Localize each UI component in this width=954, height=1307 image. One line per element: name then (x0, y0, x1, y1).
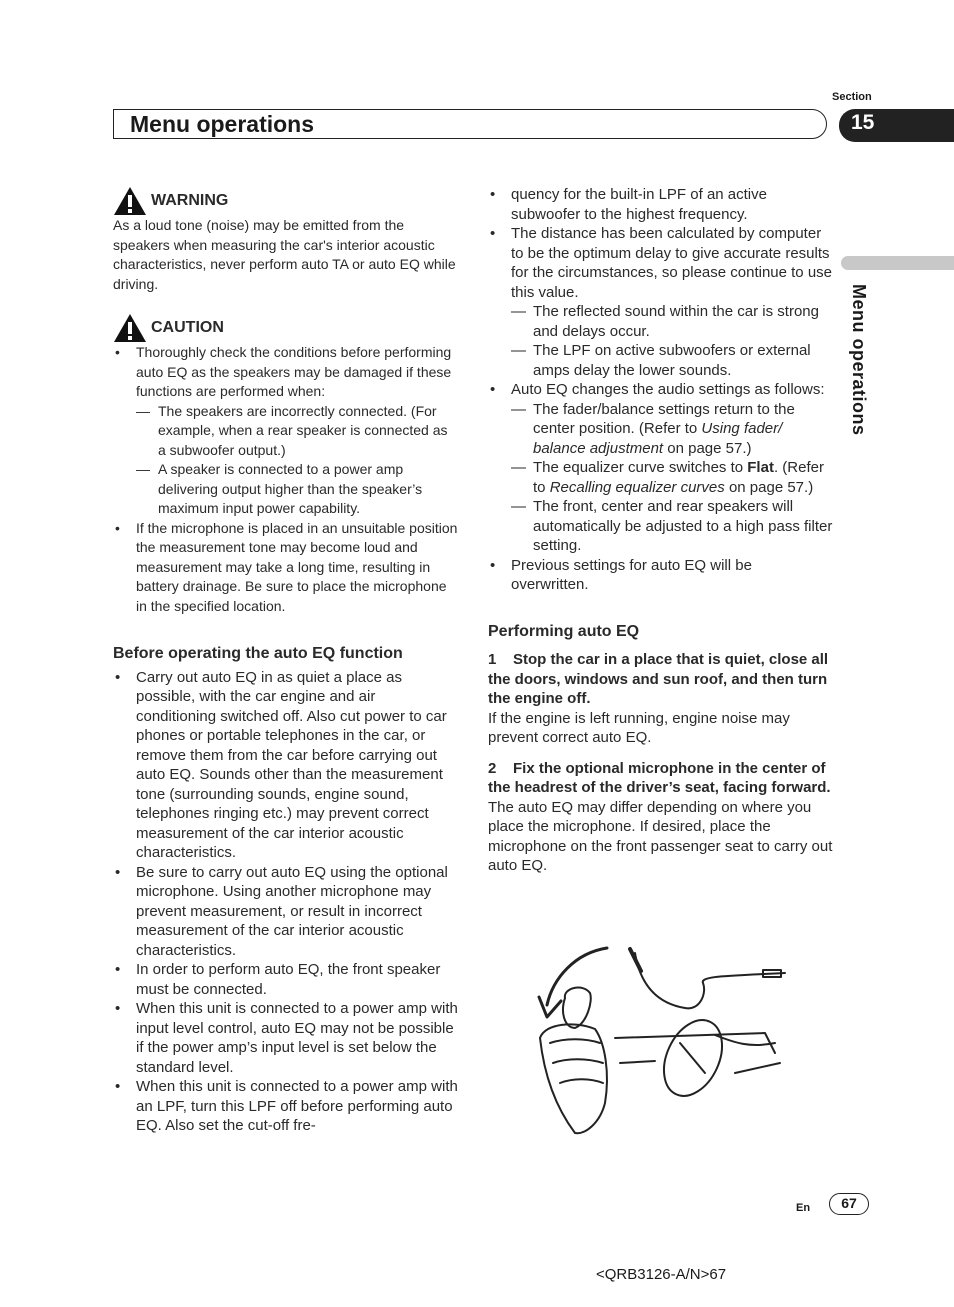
list-subitem: — A speaker is connected to a power amp delivering output higher than the speaker’s maximum input power capability. (136, 461, 423, 516)
list-subitem: — The front, center and rear speakers will automatically be adjusted to a high pass filter setting. (511, 498, 833, 554)
page-title: Menu operations (130, 111, 315, 137)
page-number: 67 (829, 1193, 869, 1215)
warning-text: As a loud tone (noise) may be emitted from the speakers when measuring the car's interior acoustic characteristics, never perform auto TA or auto EQ while driving. (113, 217, 456, 292)
caution-header (113, 313, 458, 343)
list-item-continued: • quency for the built-in LPF of an active subwoofer to the highest frequency. (488, 185, 833, 224)
step-1-text: If the engine is left running, engine noise may prevent correct auto EQ. (488, 709, 790, 746)
list-item: • When this unit is connected to a power amp with input level control, auto EQ may not be possible if the power amp’s input level is set below the standard level. (113, 999, 458, 1077)
section-label: Section (832, 91, 872, 103)
list-item: • If the microphone is placed in an unsuitable position the measurement tone may become loud and measurement may take a long time, resulting in battery drainage. Be sure to place the microphone in the specified location. (113, 519, 458, 617)
list-item: • In order to perform auto EQ, the front speaker must be connected. (113, 960, 458, 999)
list-item: • Carry out auto EQ in as quiet a place as possible, with the car engine and air conditioning switched off. Also cut power to car phones or portable telephones in the car, or remove them from the car before carrying out auto EQ. Sounds other than the measurement tone (surrounding sounds, engine sound, telephones ringing etc.) may prevent correct measurement of the car interior acoustic characteristics. (113, 668, 458, 863)
caution-title: CAUTION (151, 319, 224, 337)
list-subitem: — The speakers are incorrectly connected. (For example, when a rear speaker is connected as a subwoofer output.) (136, 402, 448, 458)
language-label: En (796, 1202, 811, 1214)
warning-title: WARNING (151, 192, 229, 210)
performing-heading: Performing auto EQ (488, 622, 640, 640)
list-item: • The distance has been calculated by computer to be the optimum delay to give accurate results for the circumstances, so please continue to use this value. (488, 224, 833, 302)
list-item: • Be sure to carry out auto EQ using the optional microphone. Using another microphone may prevent measurement, or result in incorrect measurement of the car interior acoustic characteristics. (113, 863, 458, 961)
cross-reference: Using fader/ balance adjustment (533, 420, 783, 457)
list-item: • Thoroughly check the conditions before performing auto EQ as the speakers may be damaged if these functions are performed when: (113, 343, 458, 402)
warning-header (113, 186, 458, 216)
document-code: <QRB3126-A/N>67 (596, 1266, 727, 1283)
list-item: • Previous settings for auto EQ will be overwritten. (488, 556, 833, 595)
list-subitem: — The fader/balance settings return to the center position. (Refer to Using fader/ balance adjustment on page 57.) (511, 400, 795, 457)
left-column (113, 186, 458, 1136)
list-item: • When this unit is connected to a power amp with an LPF, turn this LPF off before performing auto EQ. Also set the cut-off fre- (113, 1077, 458, 1136)
side-tab-label: Menu operations (849, 284, 869, 436)
side-tab (841, 256, 954, 270)
list-item: • Auto EQ changes the audio settings as follows: (488, 380, 833, 400)
step-2-text: The auto EQ may differ depending on where you place the microphone. If desired, place the microphone on the front passenger seat to carry out auto EQ. (488, 798, 833, 874)
before-heading: Before operating the auto EQ function (113, 645, 403, 662)
list-subitem: — The reflected sound within the car is strong and delays occur. (511, 303, 819, 340)
section-number-badge: 15 (839, 109, 954, 142)
right-column (488, 185, 833, 876)
warning-triangle-icon (113, 313, 147, 343)
step-1: 1 Stop the car in a place that is quiet, close all the doors, windows and sun roof, and then turn the engine off. (488, 651, 829, 707)
list-subitem: — The LPF on active subwoofers or external amps delay the lower sounds. (511, 342, 811, 379)
list-subitem: — The equalizer curve switches to Flat. (Refer to Recalling equalizer curves on page 57.) (511, 459, 824, 496)
car-seat-microphone-illustration (535, 943, 790, 1138)
title-bar (113, 109, 827, 139)
warning-triangle-icon (113, 186, 147, 216)
step-2: 2 Fix the optional microphone in the center of the headrest of the driver’s seat, facing forward. (488, 759, 831, 796)
cross-reference: Recalling equalizer curves (549, 478, 725, 496)
